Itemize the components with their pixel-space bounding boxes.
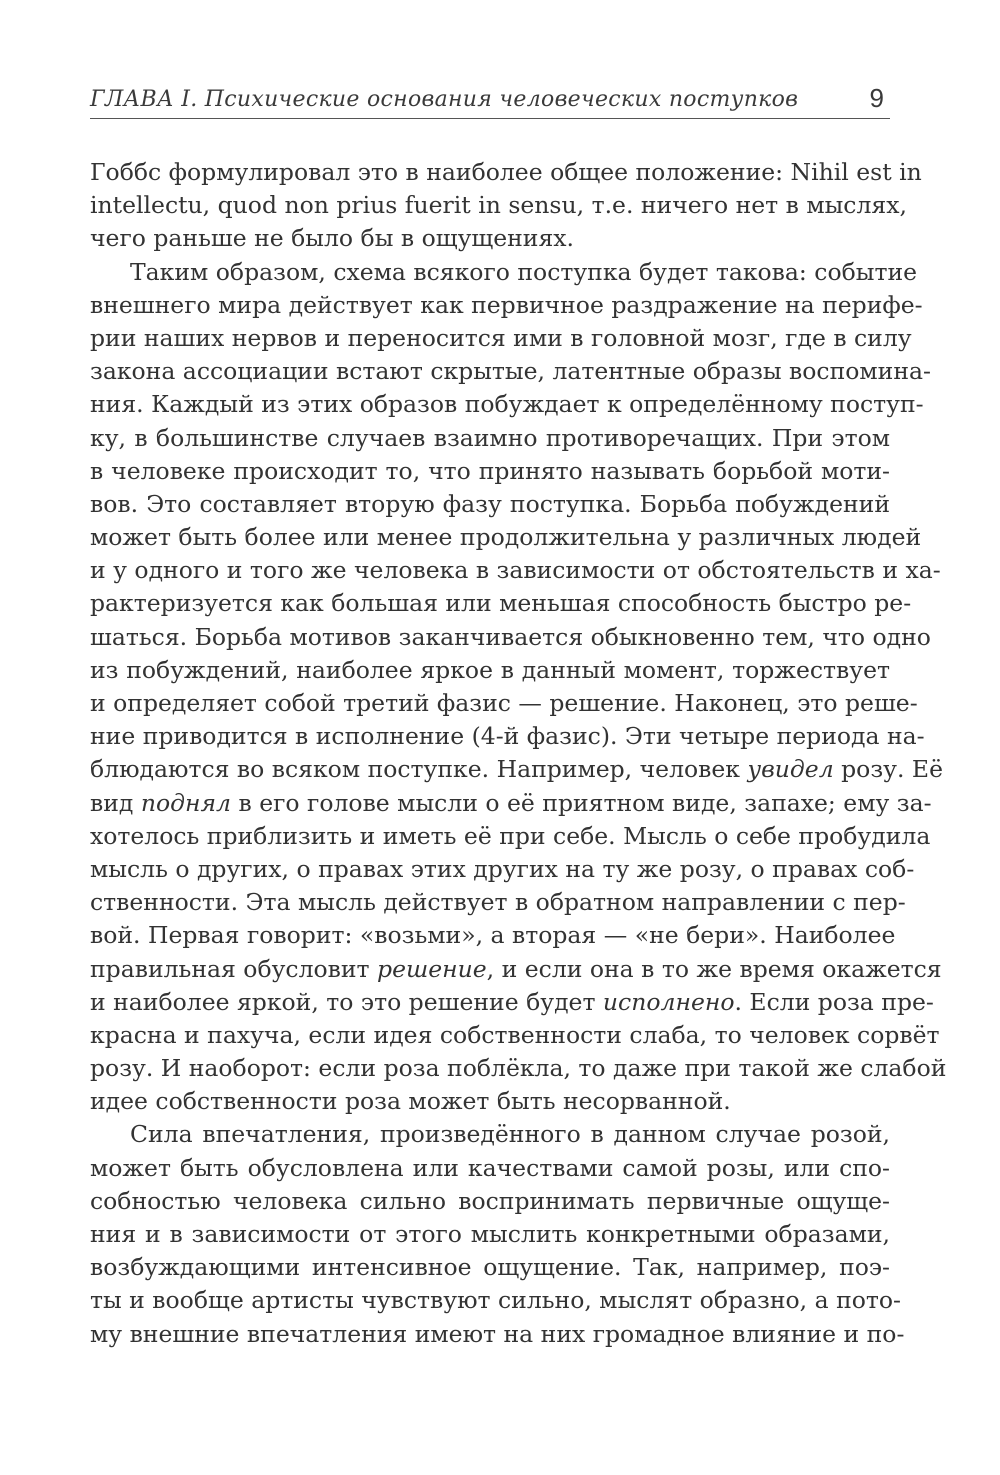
italic-run: поднял [140, 788, 232, 817]
text-run: и наиболее яркой, то это решение будет [90, 987, 603, 1016]
text-line: ния. Каждый из этих образов побуждает к определённому поступ- [90, 390, 924, 419]
text-line: рактеризуется как большая или меньшая способность быстро ре- [90, 589, 912, 618]
text-line: ку, в большинстве случаев взаимно противоречащих. При этом [90, 423, 890, 452]
text-run: розу. Её [833, 755, 943, 784]
text-line: вов. Это составляет вторую фазу поступка. Борьба побуждений [90, 489, 890, 518]
text-run: , и если она в то же время окажется [486, 954, 942, 983]
text-line: красна и пахуча, если идея собственности слаба, то человек сорвёт [90, 1020, 940, 1049]
text-run: вид [90, 788, 141, 817]
text-line: и определяет собой третий фазис — решение. Наконец, это реше- [90, 689, 918, 717]
chapter-title: ГЛАВА I. Психические основания человеческих поступков [90, 87, 799, 112]
text-line: из побуждений, наиболее яркое в данный момент, торжествует [90, 655, 890, 684]
running-header [90, 82, 890, 119]
text-line: ственности. Эта мысль действует в обратном направлении с пер- [90, 888, 906, 917]
text-line: закона ассоциации встают скрытые, латентные образы воспомина- [90, 357, 931, 386]
text-run: правильная обусловит [90, 954, 378, 983]
text-line [90, 953, 942, 986]
italic-run: исполнено [602, 987, 735, 1016]
text-run: в его голове мысли о её приятном виде, запахе; ему за- [231, 788, 932, 817]
text-line: чего раньше не было бы в ощущениях. [90, 224, 575, 253]
text-line: рии наших нервов и переносится ими в головной мозг, где в силу [90, 323, 912, 352]
text-line: и у одного и того же человека в зависимости от обстоятельств и ха- [90, 556, 941, 585]
text-line: Таким образом, схема всякого поступка будет такова: событие [130, 257, 918, 286]
text-line: в человеке происходит то, что принято называть борьбой моти- [90, 456, 890, 485]
text-line: возбуждающими интенсивное ощущение. Так, например, поэ- [90, 1253, 890, 1282]
text-line: розу. И наоборот: если роза поблёкла, то даже при такой же слабой [90, 1054, 947, 1083]
body-text [90, 156, 947, 1351]
page-number: 9 [869, 83, 884, 113]
text-run: блюдаются во всяком поступке. Например, человек [90, 755, 748, 784]
text-line: шаться. Борьба мотивов заканчивается обыкновенно тем, что одно [90, 622, 931, 651]
text-line: ты и вообще артисты чувствуют сильно, мыслят образно, а пото- [90, 1286, 901, 1315]
text-line: собностью человека сильно воспринимать первичные ощуще- [90, 1186, 890, 1215]
text-line [90, 787, 932, 820]
text-line: вой. Первая говорит: «возьми», а вторая — «не бери». Наиболее [90, 921, 896, 950]
text-line [90, 753, 943, 786]
text-line: му внешние впечатления имеют на них громадное влияние и по- [90, 1319, 905, 1348]
text-run: . Если роза пре- [734, 987, 934, 1016]
text-line: идее собственности роза может быть несорванной. [90, 1087, 731, 1116]
italic-run: увидел [747, 755, 834, 784]
text-line: хотелось приблизить и иметь её при себе. Мысль о себе пробудила [90, 821, 931, 850]
text-line: ние приводится в исполнение (4-й фазис). Эти четыре периода на- [90, 722, 925, 751]
text-line: внешнего мира действует как первичное раздражение на перифе- [90, 290, 923, 319]
text-line: Сила впечатления, произведённого в данном случае розой, [130, 1120, 890, 1149]
text-line: мысль о других, о правах этих других на ту же розу, о правах соб- [90, 854, 915, 883]
text-line: может быть более или менее продолжительна у различных людей [90, 523, 922, 552]
text-line: Гоббс формулировал это в наиболее общее положение: Nihil est in [90, 158, 922, 186]
text-line: intellectu, quod non prius fuerit in sensu, т.е. ничего нет в мыслях, [90, 191, 907, 220]
italic-run: решение [377, 954, 487, 983]
text-line: ния и в зависимости от этого мыслить конкретными образами, [90, 1220, 890, 1248]
text-line [90, 986, 934, 1019]
text-line: может быть обусловлена или качествами самой розы, или спо- [90, 1153, 890, 1182]
